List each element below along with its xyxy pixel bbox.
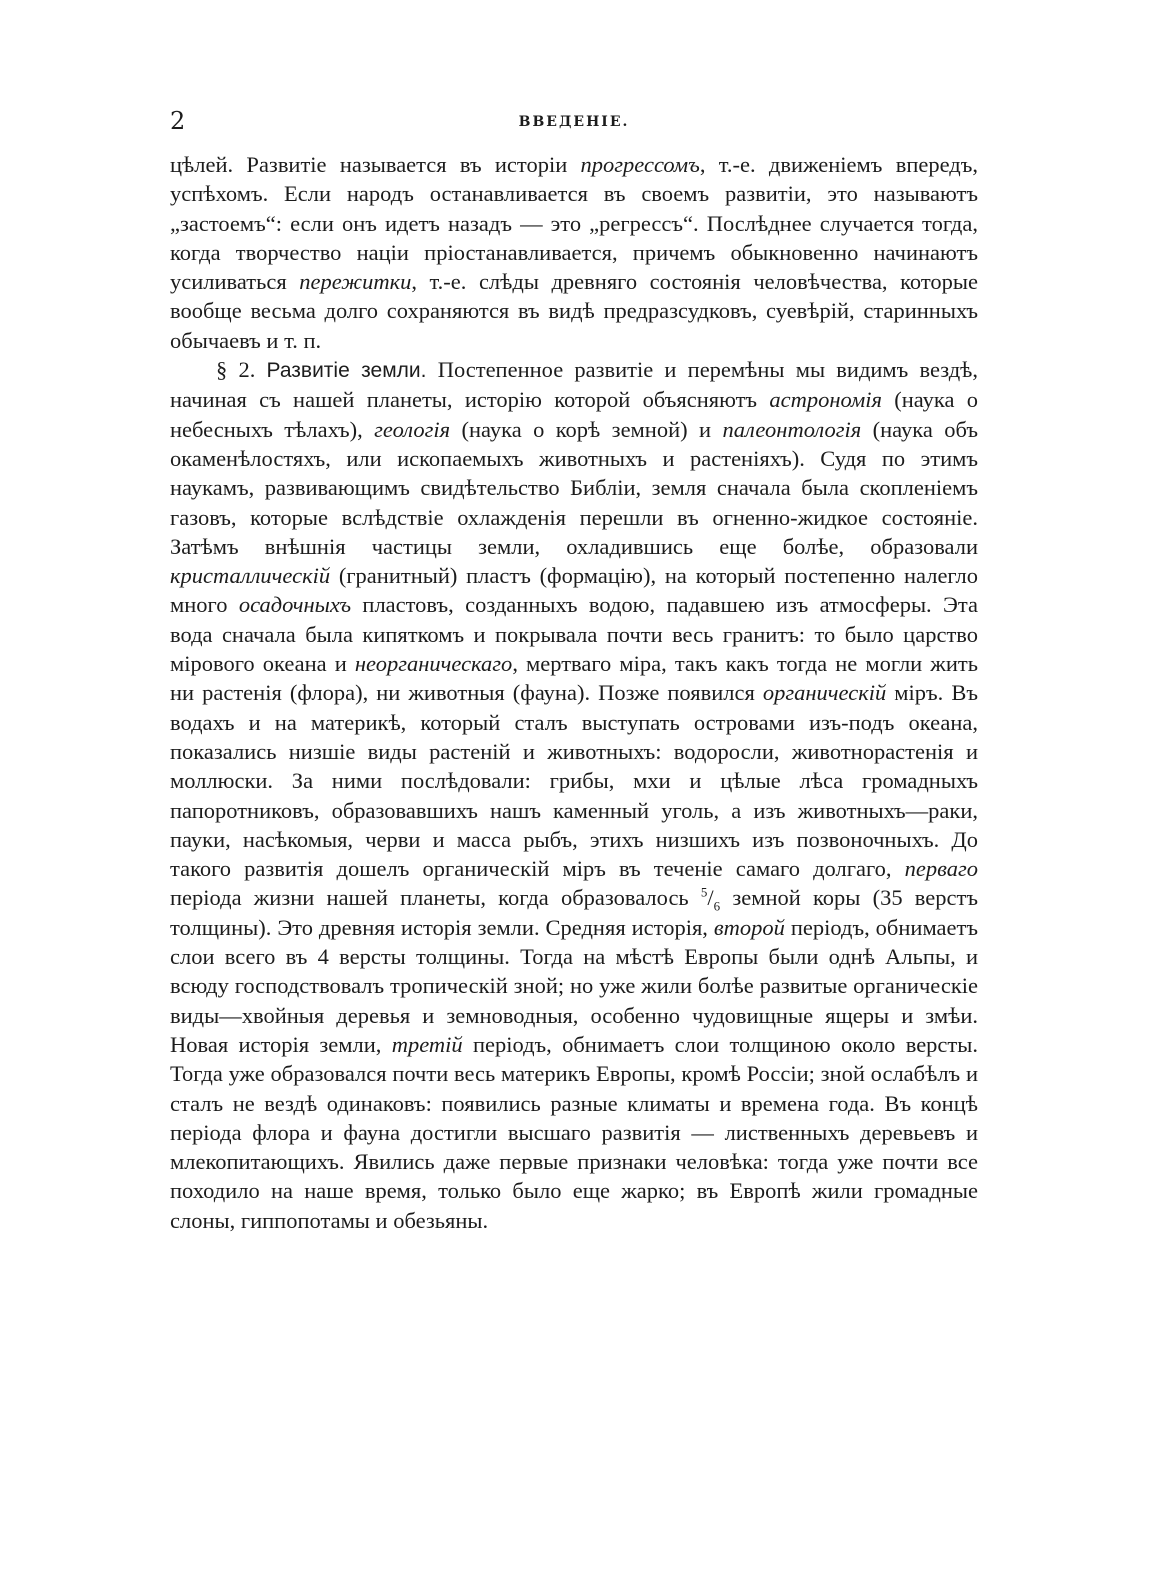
section-title: Развитіе земли. bbox=[266, 359, 427, 383]
italic-term: органическій bbox=[762, 680, 887, 706]
text-run: міръ. Въ водахъ и на материкѣ, который сталъ выступать островами изъ-подъ океана, показались низшіе виды растеній и животныхъ: водоросли, животнорастенія и моллюски. За ними послѣдовали: грибы, мхи и цѣлые лѣса громадныхъ папоротниковъ, образовавшихъ нашъ каменный уголь, а изъ животныхъ—раки, пауки, насѣкомыя, черви и масса рыбъ, этихъ низшихъ изъ позвоночныхъ. До такого развитія дошелъ органическій міръ въ теченіе самаго долгаго, bbox=[170, 680, 978, 882]
fraction-numerator: 5 bbox=[700, 884, 708, 900]
fraction-slash: / bbox=[707, 885, 714, 911]
italic-term: второй bbox=[713, 914, 785, 940]
text-run: , мертваго міра, такъ какъ тогда не могли жить ни растенія (флора), ни животныя (фауна). Позже появился bbox=[170, 651, 978, 706]
body-text bbox=[170, 150, 978, 1235]
text-run: періодъ, обнимаетъ слои толщиною около версты. Тогда уже образовался почти весь материкъ Европы, кромѣ Россіи; зной ослабѣлъ и сталъ не вездѣ одинаковъ: появились разные климаты и времена года. Въ концѣ періода флора и фауна достигли высшаго развитія — лиственныхъ деревьевъ и млекопитающихъ. Явились даже первые признаки человѣка: тогда уже почти все походило на наше время, только было еще жарко; въ Европѣ жили громадные слоны, гиппопотамы и обезьяны. bbox=[170, 1031, 978, 1233]
text-run: (наука о небесныхъ тѣлахъ), bbox=[170, 387, 978, 442]
text-run: земной коры (35 верстъ толщины). Это древняя исторія земли. Средняя исторія, bbox=[170, 885, 978, 940]
italic-term: палеонтологія bbox=[722, 416, 862, 442]
text-run: (гранитный) пластъ (формацію), на который постепенно налегло много bbox=[170, 563, 978, 618]
italic-term: астрономія bbox=[769, 387, 882, 413]
italic-term: неорганическаго bbox=[354, 651, 513, 677]
text-run: цѣлей. Развитіе называется въ исторіи bbox=[170, 152, 581, 177]
text-run: пластовъ, созданныхъ водою, падавшею изъ атмосферы. Эта вода сначала была кипяткомъ и покрывала почти весь гранитъ: то было царство мірового океана и bbox=[170, 592, 979, 677]
italic-term: третій bbox=[391, 1031, 463, 1057]
italic-term: геологія bbox=[374, 416, 451, 442]
fraction-denominator: 6 bbox=[713, 898, 721, 914]
page-header bbox=[170, 106, 978, 136]
paragraph-continuation bbox=[170, 150, 978, 355]
italic-term: пережитки bbox=[299, 269, 412, 295]
italic-term: прогрессомъ bbox=[580, 152, 700, 177]
italic-term: кристаллическій bbox=[170, 563, 331, 589]
text-run: (наука о корѣ земной) и bbox=[450, 416, 723, 442]
paragraph-section-2 bbox=[170, 355, 978, 1235]
text-run: , т.-е. движеніемъ впередъ, успѣхомъ. Если народъ останавливается въ своемъ развитіи, это называютъ „застоемъ“: если онъ идетъ назадъ — это „регрессъ“. Послѣднее случается тогда, когда творчество націи пріостанавливается, причемъ обыкновенно начинаютъ усиливаться bbox=[170, 152, 978, 295]
text-run: Постепенное развитіе и перемѣны мы видимъ вездѣ, начиная съ нашей планеты, исторію которой объясняютъ bbox=[170, 357, 979, 413]
text-run: періода жизни нашей планеты, когда образовалось bbox=[170, 885, 701, 911]
section-mark: § 2. bbox=[216, 357, 256, 383]
italic-term: перваго bbox=[904, 856, 978, 882]
text-run: періодъ, обнимаетъ слои всего въ 4 версты толщины. Тогда на мѣстѣ Европы были однѣ Альпы, и всюду господствовалъ тропическій зной; но уже жили болѣе развитые органическіе виды—хвойныя деревья и земноводныя, особенно чудовищные ящеры и змѣи. Новая исторія земли, bbox=[170, 914, 978, 1057]
page-number: 2 bbox=[170, 107, 186, 135]
running-head: ВВЕДЕНІЕ. bbox=[518, 114, 630, 130]
text-run: (наука объ окаменѣлостяхъ, или ископаемыхъ животныхъ и растеніяхъ). Судя по этимъ наукамъ, развивающимъ свидѣтельство Библіи, земля сначала была скопленіемъ газовъ, которые вслѣдствіе охлажденія перешли въ огненно-жидкое состояніе. Затѣмъ внѣшнія частицы земли, охладившись еще болѣе, образовали bbox=[170, 416, 978, 559]
text-run: , т.-е. слѣды древняго состоянія человѣчества, которые вообще весьма долго сохраняются въ видѣ предразсудковъ, суевѣрій, старинныхъ обычаевъ и т. п. bbox=[170, 269, 978, 353]
italic-term: осадочныхъ bbox=[238, 592, 352, 618]
